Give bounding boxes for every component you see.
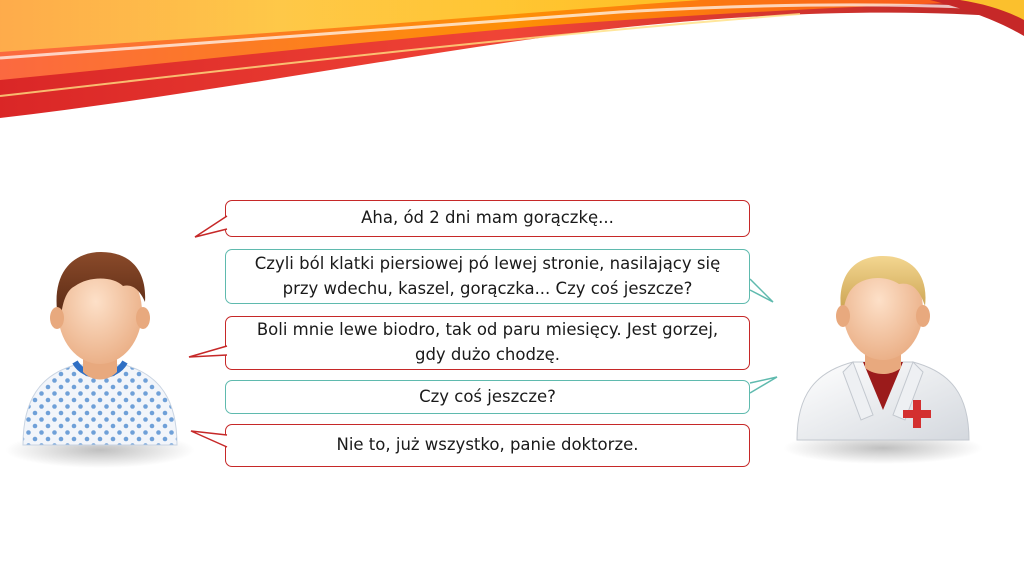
speech-bubble-patient [225, 424, 750, 467]
decorative-banner [0, 0, 1024, 130]
speech-bubble-patient [225, 200, 750, 237]
doctor-icon [783, 240, 983, 465]
bubble-text: Czy coś jeszcze? [419, 386, 556, 406]
bubble-tail [194, 215, 228, 239]
bubble-text: Nie to, już wszystko, panie doktorze. [336, 435, 639, 455]
bubble-tail [749, 375, 779, 395]
bubble-tail [188, 345, 228, 361]
patient-icon [5, 240, 195, 470]
bubble-text: Czyli ból klatki piersiowej pó lewej stronie, nasilający się przy wdechu, kaszel, gorączka... Czy coś jeszcze? [254, 253, 721, 298]
bubble-text: Boli mnie lewe biodro, tak od paru miesięcy. Jest gorzej, gdy dużo chodzę. [256, 320, 719, 364]
speech-bubble-doctor [225, 249, 750, 304]
bubble-tail [749, 278, 775, 304]
bubble-tail [190, 427, 228, 449]
bubble-text: Aha, ód 2 dni mam gorączkę... [361, 208, 614, 228]
speech-bubble-patient [225, 316, 750, 370]
speech-bubble-doctor [225, 380, 750, 414]
